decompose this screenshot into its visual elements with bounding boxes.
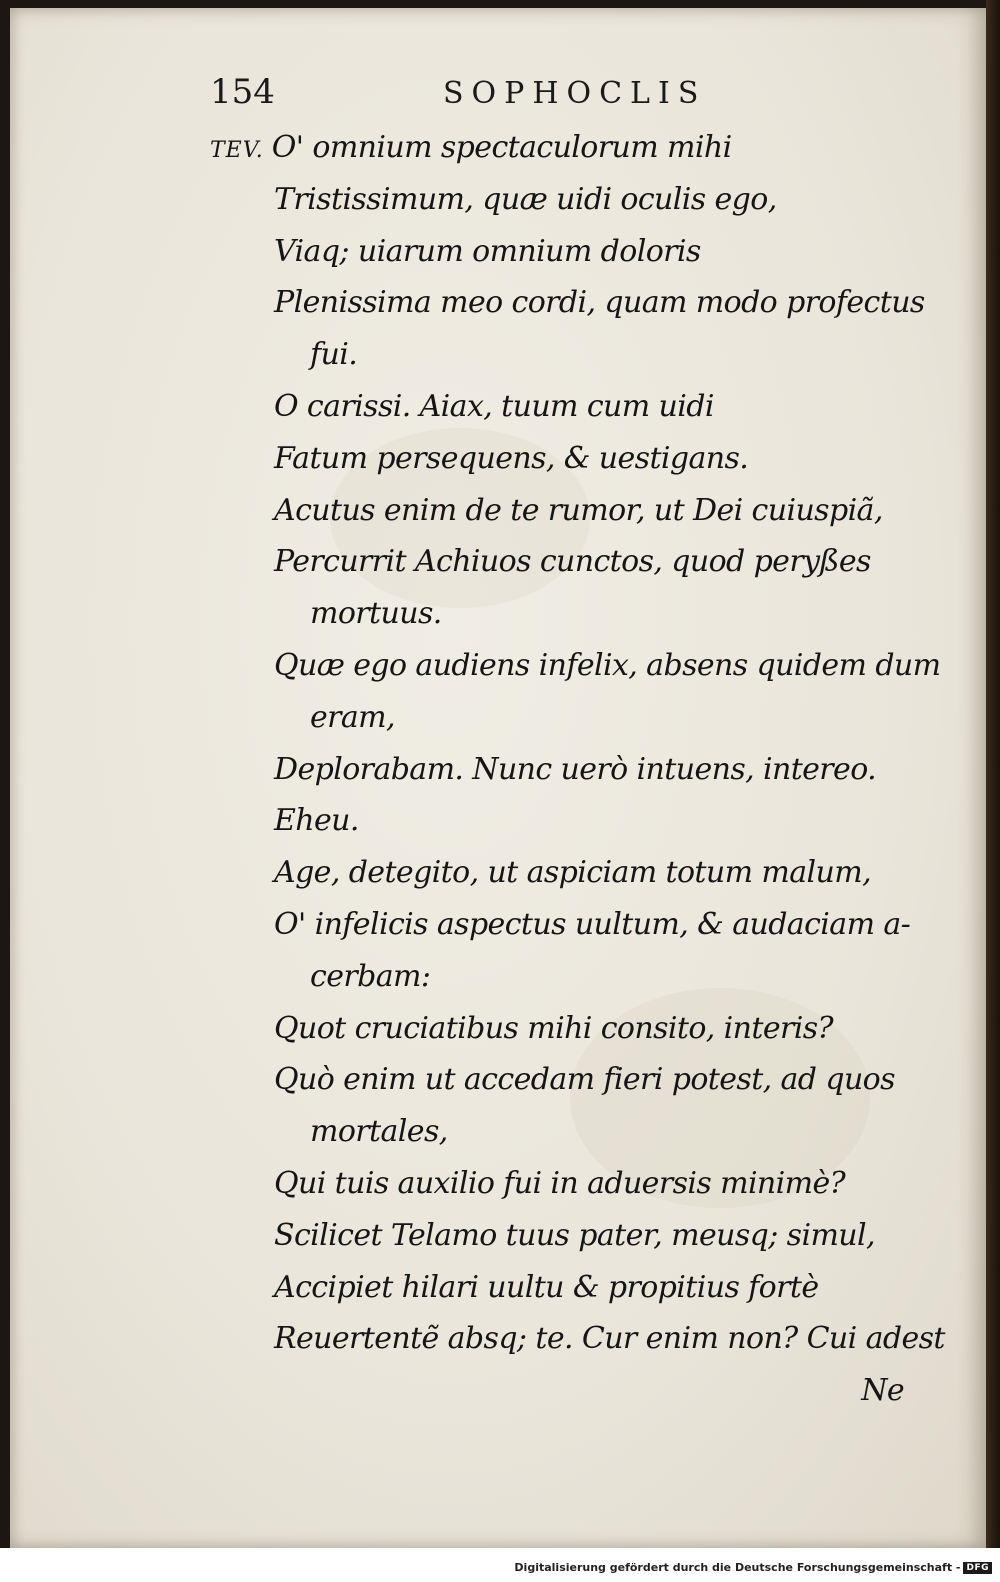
- verse-line: Quot cruciatibus mihi consito, interis?: [274, 1010, 834, 1046]
- verse-line-continuation: cerbam:: [310, 958, 431, 994]
- verse-line-continuation: mortales,: [310, 1114, 448, 1150]
- speaker-label: TEV.: [210, 138, 264, 163]
- verse-line: Fatum persequens, & uestigans.: [274, 440, 749, 476]
- page-header: [200, 72, 760, 122]
- verse-line-continuation: eram,: [310, 699, 395, 735]
- verse-line: Reuertentẽ absq; te. Cur enim non? Cui adest: [274, 1321, 945, 1357]
- book-spine-edge: [986, 0, 1000, 1548]
- dfg-logo-icon: DFG: [963, 1562, 992, 1574]
- verse-line: Viaq; uiarum omnium doloris: [274, 233, 701, 269]
- verse-line: Acutus enim de te rumor, ut Dei cuiuspiã,: [274, 492, 883, 528]
- verse-line: Accipiet hilari uultu & propitius fortè: [274, 1269, 819, 1305]
- verse-line: Quæ ego audiens infelix, absens quidem dum: [274, 647, 941, 683]
- verse-line: TEV. O' omnium spectaculorum mihi: [210, 130, 732, 165]
- funding-credit: [514, 1561, 992, 1574]
- verse-line: Deplorabam. Nunc uerò intuens, intereo.: [274, 751, 877, 787]
- verse-line: Quò enim ut accedam fieri potest, ad quos: [274, 1062, 895, 1098]
- verse-line: O' infelicis aspectus uultum, & audaciam a-: [274, 906, 911, 942]
- verse-text: [210, 122, 945, 1417]
- verse-line-continuation: mortuus.: [310, 596, 442, 632]
- running-title: SOPHOCLIS: [443, 76, 707, 111]
- verse-line: Qui tuis auxilio fui in aduersis minimè?: [274, 1165, 846, 1201]
- catchword: Ne: [861, 1373, 904, 1409]
- verse-line: Percurrit Achiuos cunctos, quod peryßes: [274, 544, 871, 580]
- verse-line: Tristissimum, quæ uidi oculis ego,: [274, 181, 777, 217]
- credit-text: Digitalisierung gefördert durch die Deutsche Forschungsgemeinschaft -: [514, 1561, 961, 1574]
- verse-line-continuation: fui.: [310, 337, 358, 373]
- verse-line: Plenissima meo cordi, quam modo profectus: [274, 285, 925, 321]
- verse-line: Eheu.: [274, 803, 359, 839]
- digitization-footer: [0, 1548, 1000, 1582]
- verse-line: O carissi. Aiax, tuum cum uidi: [274, 388, 714, 424]
- page-number: 154: [210, 72, 275, 112]
- verse-line: Age, detegito, ut aspiciam totum malum,: [274, 855, 872, 891]
- verse-line: Scilicet Telamo tuus pater, meusq; simul,: [274, 1217, 875, 1253]
